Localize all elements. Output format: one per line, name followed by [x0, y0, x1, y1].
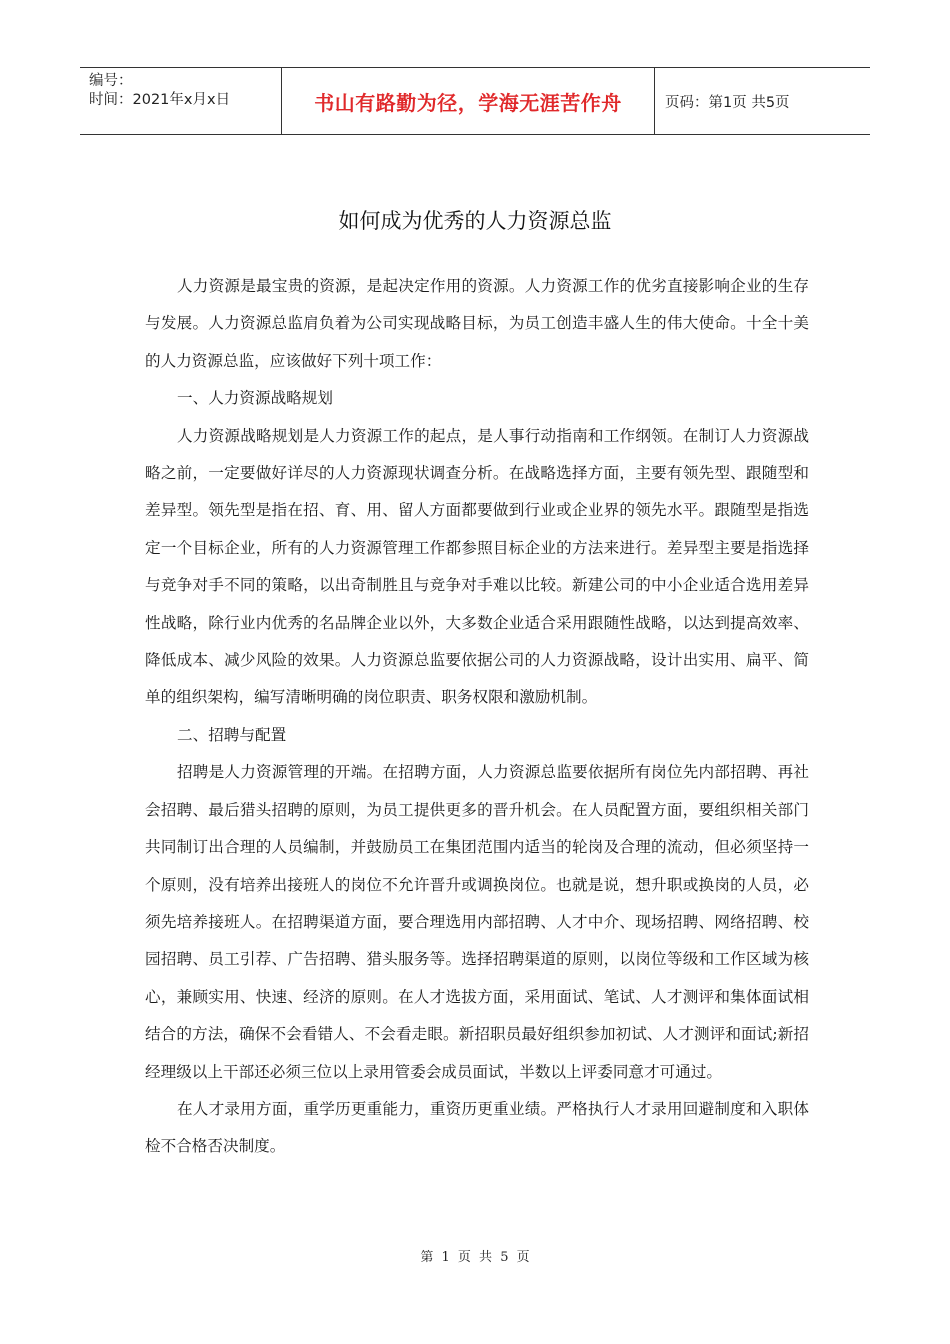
page-footer: 第 1 页 共 5 页 [420, 1250, 530, 1265]
page-number-label: 页码：第1页 共5页 [665, 94, 790, 111]
motto-text: 书山有路勤为径，学海无涯苦作舟 [314, 90, 622, 115]
document-title: 如何成为优秀的人力资源总监 [338, 209, 612, 233]
intro-paragraph: 人力资源是最宝贵的资源，是起决定作用的资源。人力资源工作的优劣直接影响企业的生存与发展。人力资源总监肩负着为公司实现战略目标，为员工创造丰盛人生的伟大使命。十全十美的人力资源总监，应该做好下列十项工作： [145, 277, 809, 370]
header-motto-cell [282, 68, 655, 134]
section-heading-strategy: 一、人力资源战略规划 [177, 389, 333, 408]
header-page-cell [655, 68, 870, 134]
document-body [145, 268, 809, 1166]
strategy-paragraph: 人力资源战略规划是人力资源工作的起点，是人事行动指南和工作纲领。在制订人力资源战略之前，一定要做好详尽的人力资源现状调查分析。在战略选择方面，主要有领先型、跟随型和差异型。领先型是指在招、育、用、留人方面都要做到行业或企业界的领先水平。跟随型是指选定一个目标企业，所有的人力资源管理工作都参照目标企业的方法来进行。差异型主要是指选择与竞争对手不同的策略，以出奇制胜且与竞争对手难以比较。新建公司的中小企业适合选用差异性战略，除行业内优秀的名品牌企业以外，大多数企业适合采用跟随性战略，以达到提高效率、降低成本、减少风险的效果。人力资源总监要依据公司的人力资源战略，设计出实用、扁平、简单的组织架构，编写清晰明确的岗位职责、职务权限和激励机制。 [145, 426, 809, 707]
hiring-paragraph: 在人才录用方面，重学历更重能力，重资历更重业绩。严格执行人才录用回避制度和入职体检不合格否决制度。 [145, 1099, 809, 1156]
section-heading-recruitment: 二、招聘与配置 [177, 725, 287, 744]
number-label: 编号： [89, 73, 133, 89]
recruitment-paragraph: 招聘是人力资源管理的开端。在招聘方面，人力资源总监要依据所有岗位先内部招聘、再社会招聘、最后猎头招聘的原则，为员工提供更多的晋升机会。在人员配置方面，要组织相关部门共同制订出合理的人员编制，并鼓励员工在集团范围内适当的轮岗及合理的流动，但必须坚持一个原则，没有培养出接班人的岗位不允许晋升或调换岗位。也就是说，想升职或换岗的人员，必须先培养接班人。在招聘渠道方面，要合理选用内部招聘、人才中介、现场招聘、网络招聘、校园招聘、员工引荐、广告招聘、猎头服务等。选择招聘渠道的原则，以岗位等级和工作区域为核心，兼顾实用、快速、经济的原则。在人才选拔方面，采用面试、笔试、人才测评和集体面试相结合的方法，确保不会看错人、不会看走眼。新招职员最好组织参加初试、人才测评和面试;新招经理级以上干部还必须三位以上录用管委会成员面试，半数以上评委同意才可通过。 [145, 763, 809, 1081]
time-label: 时间：2021年x月x日 [89, 92, 231, 108]
header-meta-cell [80, 68, 282, 134]
document-header [80, 67, 870, 135]
